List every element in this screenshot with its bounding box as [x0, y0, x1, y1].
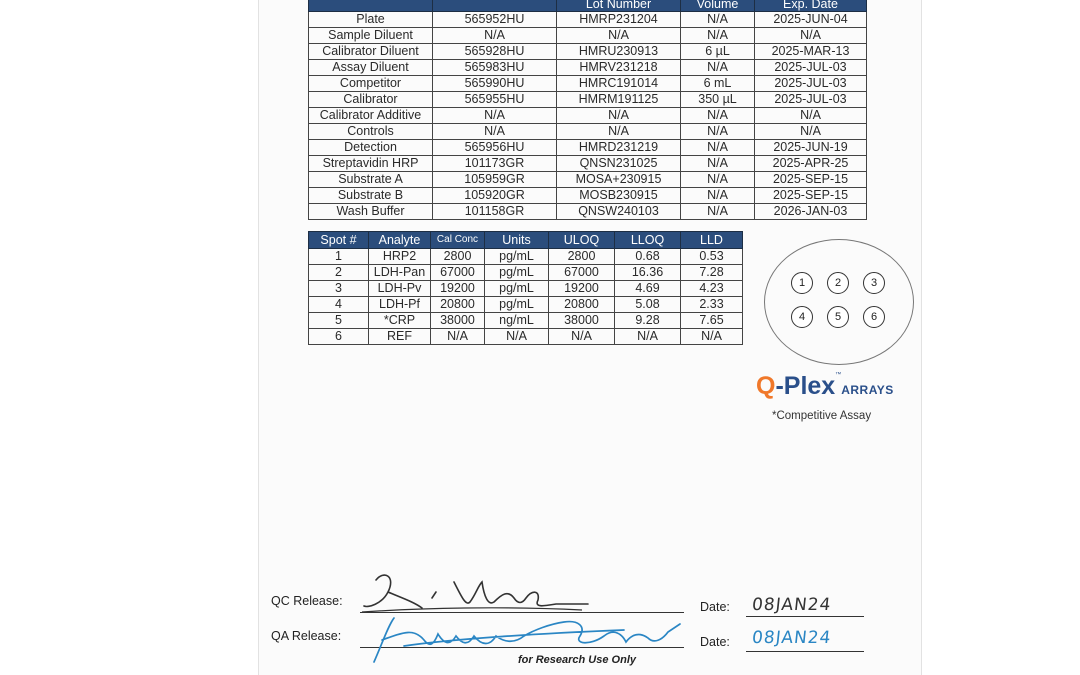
volume-cell: N/A	[681, 172, 755, 188]
uloq-cell: 2800	[549, 249, 615, 265]
exp-date-cell: N/A	[755, 108, 867, 124]
table-row	[309, 188, 867, 204]
analyte-cell: HRP2	[369, 249, 431, 265]
spot-header-calconc: Cal Conc	[431, 232, 485, 249]
analyte-cell: *CRP	[369, 313, 431, 329]
lloq-cell: 9.28	[615, 313, 681, 329]
exp-date-cell: 2025-JUL-03	[755, 76, 867, 92]
research-use-only-note: for Research Use Only	[518, 654, 636, 666]
lloq-cell: 16.36	[615, 265, 681, 281]
component-name-cell: Assay Diluent	[309, 60, 433, 76]
table-row	[309, 297, 743, 313]
spot-number-cell: 4	[309, 297, 369, 313]
volume-cell: 350 µL	[681, 92, 755, 108]
well-spot-diagram	[764, 239, 914, 365]
cal-conc-cell: 19200	[431, 281, 485, 297]
kit-header-component	[309, 0, 433, 12]
kit-header-exp: Exp. Date	[755, 0, 867, 12]
exp-date-cell: N/A	[755, 124, 867, 140]
component-name-cell: Sample Diluent	[309, 28, 433, 44]
spot-header-spot: Spot #	[309, 232, 369, 249]
lot-number-cell: HMRU230913	[557, 44, 681, 60]
analyte-cell: REF	[369, 329, 431, 345]
volume-cell: N/A	[681, 156, 755, 172]
logo-dash: -	[775, 372, 784, 400]
cal-conc-cell: 67000	[431, 265, 485, 281]
lld-cell: 7.28	[681, 265, 743, 281]
component-name-cell: Wash Buffer	[309, 204, 433, 220]
component-name-cell: Calibrator	[309, 92, 433, 108]
lloq-cell: N/A	[615, 329, 681, 345]
qa-date-value: 08JAN24	[750, 628, 833, 648]
component-name-cell: Substrate A	[309, 172, 433, 188]
volume-cell: N/A	[681, 140, 755, 156]
spot-number-cell: 5	[309, 313, 369, 329]
volume-cell: N/A	[681, 108, 755, 124]
spot-circle-3: 3	[863, 272, 885, 294]
lld-cell: 7.65	[681, 313, 743, 329]
cal-conc-cell: N/A	[431, 329, 485, 345]
exp-date-cell: 2025-JUN-04	[755, 12, 867, 28]
part-number-cell: N/A	[433, 108, 557, 124]
lot-number-cell: HMRV231218	[557, 60, 681, 76]
units-cell: pg/mL	[485, 297, 549, 313]
table-row	[309, 156, 867, 172]
part-number-cell: 105959GR	[433, 172, 557, 188]
part-number-cell: N/A	[433, 28, 557, 44]
kit-header-row	[309, 0, 867, 12]
units-cell: pg/mL	[485, 249, 549, 265]
exp-date-cell: 2025-JUN-19	[755, 140, 867, 156]
part-number-cell: 101173GR	[433, 156, 557, 172]
volume-cell: 6 mL	[681, 76, 755, 92]
component-name-cell: Plate	[309, 12, 433, 28]
spot-number-cell: 2	[309, 265, 369, 281]
lld-cell: 2.33	[681, 297, 743, 313]
table-row	[309, 172, 867, 188]
lot-number-cell: MOSA+230915	[557, 172, 681, 188]
spot-header-row	[309, 232, 743, 249]
lot-number-cell: N/A	[557, 124, 681, 140]
volume-cell: N/A	[681, 60, 755, 76]
lot-number-cell: N/A	[557, 28, 681, 44]
lot-number-cell: HMRM191125	[557, 92, 681, 108]
logo-q: Q	[756, 372, 776, 400]
component-name-cell: Streptavidin HRP	[309, 156, 433, 172]
exp-date-cell: 2025-SEP-15	[755, 188, 867, 204]
qa-release-label: QA Release:	[271, 629, 342, 643]
volume-cell: N/A	[681, 28, 755, 44]
spot-header-lloq: LLOQ	[615, 232, 681, 249]
qc-date-value: 08JAN24	[750, 595, 833, 615]
lot-number-cell: MOSB230915	[557, 188, 681, 204]
exp-date-cell: 2025-APR-25	[755, 156, 867, 172]
units-cell: pg/mL	[485, 265, 549, 281]
part-number-cell: 101158GR	[433, 204, 557, 220]
spot-header-units: Units	[485, 232, 549, 249]
spot-number-cell: 3	[309, 281, 369, 297]
qc-date-line	[746, 616, 864, 617]
lot-number-cell: QNSN231025	[557, 156, 681, 172]
spot-circle-6: 6	[863, 306, 885, 328]
component-name-cell: Calibrator Additive	[309, 108, 433, 124]
cal-conc-cell: 2800	[431, 249, 485, 265]
part-number-cell: N/A	[433, 124, 557, 140]
qc-signature-stroke	[364, 575, 588, 608]
part-number-cell: 565990HU	[433, 76, 557, 92]
lot-number-cell: N/A	[557, 108, 681, 124]
lld-cell: 4.23	[681, 281, 743, 297]
part-number-cell: 565955HU	[433, 92, 557, 108]
analyte-cell: LDH-Pf	[369, 297, 431, 313]
table-row	[309, 124, 867, 140]
part-number-cell: 565983HU	[433, 60, 557, 76]
logo-trademark: ™	[835, 372, 842, 378]
table-row	[309, 204, 867, 220]
qplex-arrays-logo	[756, 372, 894, 401]
spot-header-lld: LLD	[681, 232, 743, 249]
analyte-spot-table	[308, 231, 743, 345]
lld-cell: N/A	[681, 329, 743, 345]
units-cell: ng/mL	[485, 313, 549, 329]
spot-number-cell: 1	[309, 249, 369, 265]
logo-plex: Plex	[783, 372, 836, 400]
part-number-cell: 105920GR	[433, 188, 557, 204]
volume-cell: N/A	[681, 124, 755, 140]
logo-arrays: ARRAYS	[841, 383, 894, 397]
table-row	[309, 249, 743, 265]
lot-number-cell: HMRD231219	[557, 140, 681, 156]
uloq-cell: 38000	[549, 313, 615, 329]
volume-cell: N/A	[681, 204, 755, 220]
table-row	[309, 281, 743, 297]
exp-date-cell: 2025-JUL-03	[755, 92, 867, 108]
table-row	[309, 44, 867, 60]
part-number-cell: 565952HU	[433, 12, 557, 28]
exp-date-cell: 2025-JUL-03	[755, 60, 867, 76]
component-name-cell: Competitor	[309, 76, 433, 92]
table-row	[309, 92, 867, 108]
uloq-cell: 20800	[549, 297, 615, 313]
kit-header-volume: Volume	[681, 0, 755, 12]
kit-components-table	[308, 0, 867, 220]
table-row	[309, 28, 867, 44]
units-cell: N/A	[485, 329, 549, 345]
uloq-cell: 19200	[549, 281, 615, 297]
spot-circle-4: 4	[791, 306, 813, 328]
units-cell: pg/mL	[485, 281, 549, 297]
analyte-cell: LDH-Pv	[369, 281, 431, 297]
kit-header-part	[433, 0, 557, 12]
component-name-cell: Calibrator Diluent	[309, 44, 433, 60]
table-row	[309, 76, 867, 92]
table-row	[309, 329, 743, 345]
volume-cell: 6 µL	[681, 44, 755, 60]
exp-date-cell: 2025-MAR-13	[755, 44, 867, 60]
table-row	[309, 108, 867, 124]
component-name-cell: Detection	[309, 140, 433, 156]
exp-date-cell: 2025-SEP-15	[755, 172, 867, 188]
uloq-cell: 67000	[549, 265, 615, 281]
competitive-assay-note: *Competitive Assay	[772, 410, 872, 422]
kit-header-lot: Lot Number	[557, 0, 681, 12]
exp-date-cell: N/A	[755, 28, 867, 44]
table-row	[309, 12, 867, 28]
qc-date-label: Date:	[700, 600, 730, 614]
lloq-cell: 0.68	[615, 249, 681, 265]
spot-circle-5: 5	[827, 306, 849, 328]
part-number-cell: 565956HU	[433, 140, 557, 156]
lloq-cell: 4.69	[615, 281, 681, 297]
lot-number-cell: HMRP231204	[557, 12, 681, 28]
exp-date-cell: 2026-JAN-03	[755, 204, 867, 220]
spot-header-analyte: Analyte	[369, 232, 431, 249]
analyte-cell: LDH-Pan	[369, 265, 431, 281]
qa-date-line	[746, 651, 864, 652]
lot-number-cell: QNSW240103	[557, 204, 681, 220]
table-row	[309, 60, 867, 76]
lld-cell: 0.53	[681, 249, 743, 265]
volume-cell: N/A	[681, 12, 755, 28]
table-row	[309, 265, 743, 281]
qc-release-label: QC Release:	[271, 594, 343, 608]
spot-circle-1: 1	[791, 272, 813, 294]
component-name-cell: Controls	[309, 124, 433, 140]
cal-conc-cell: 20800	[431, 297, 485, 313]
volume-cell: N/A	[681, 188, 755, 204]
lot-number-cell: HMRC191014	[557, 76, 681, 92]
spot-number-cell: 6	[309, 329, 369, 345]
part-number-cell: 565928HU	[433, 44, 557, 60]
lloq-cell: 5.08	[615, 297, 681, 313]
spot-circle-2: 2	[827, 272, 849, 294]
spot-header-uloq: ULOQ	[549, 232, 615, 249]
table-row	[309, 140, 867, 156]
uloq-cell: N/A	[549, 329, 615, 345]
qa-date-label: Date:	[700, 635, 730, 649]
component-name-cell: Substrate B	[309, 188, 433, 204]
table-row	[309, 313, 743, 329]
cal-conc-cell: 38000	[431, 313, 485, 329]
